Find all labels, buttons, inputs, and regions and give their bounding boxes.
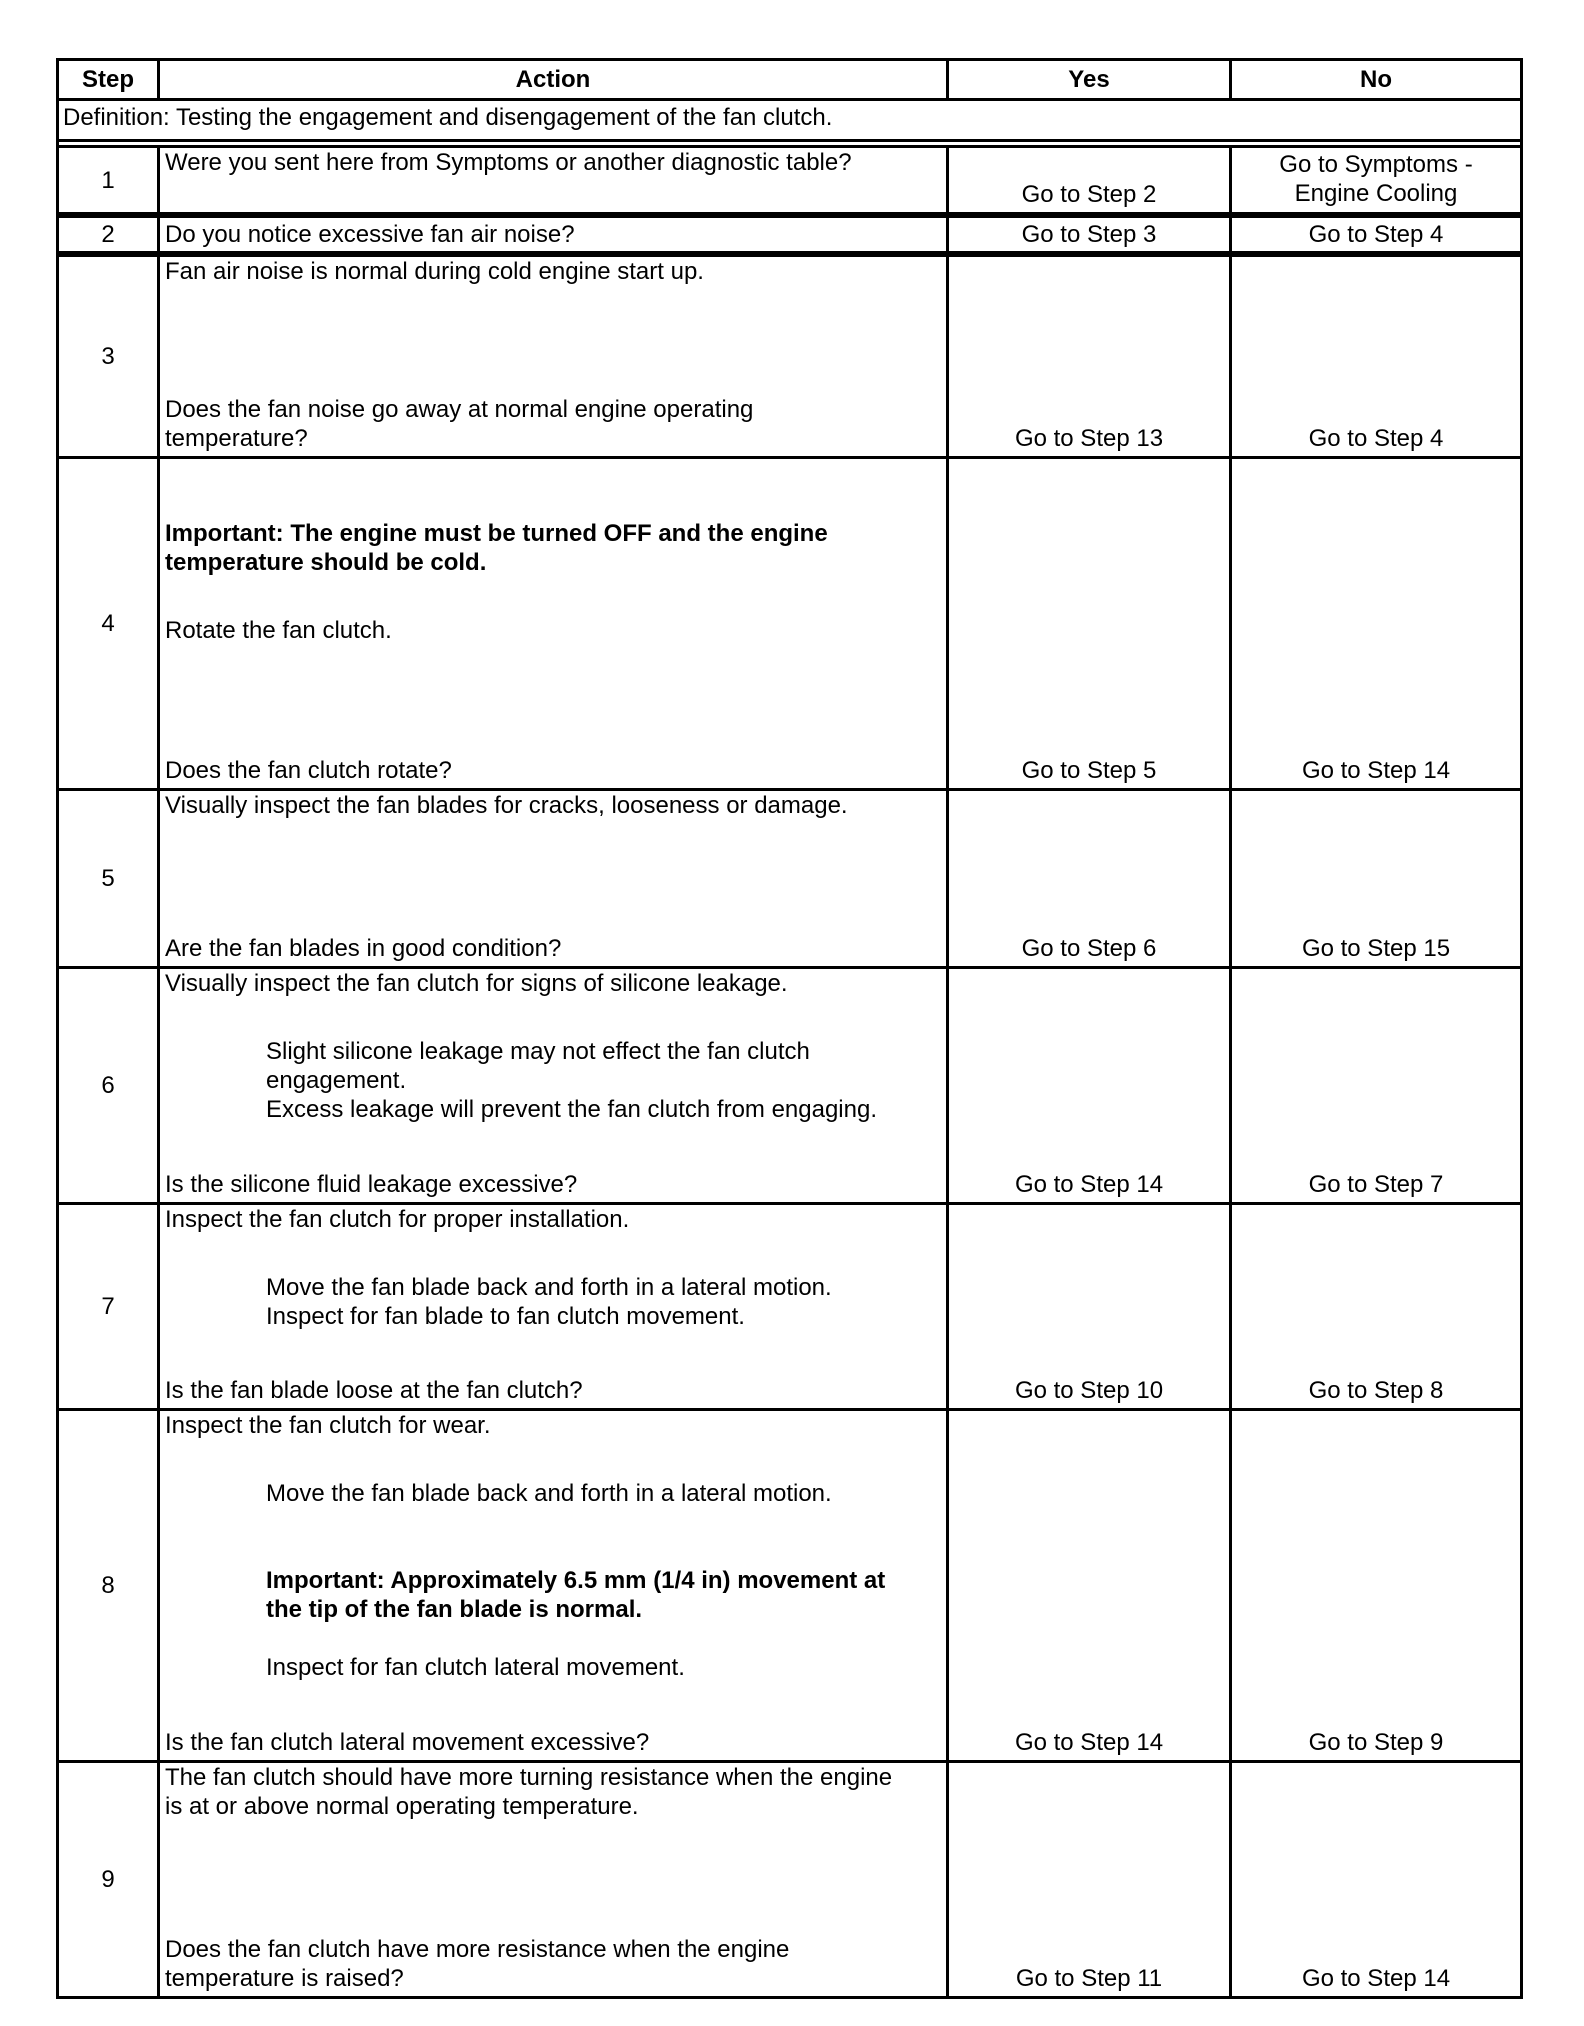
action-text: Are the fan blades in good condition?: [165, 935, 562, 962]
header-step: Step: [58, 60, 159, 100]
step-number: 8: [58, 1410, 159, 1762]
action-text: Does the fan clutch rotate?: [165, 757, 452, 784]
no-cell: Go to Step 14: [1231, 1762, 1522, 1998]
yes-cell: Go to Step 3: [948, 217, 1231, 253]
action-text: Is the silicone fluid leakage excessive?: [165, 1171, 578, 1198]
step-number: 4: [58, 458, 159, 790]
no-cell: Go to Step 8: [1231, 1204, 1522, 1410]
yes-cell: Go to Step 13: [948, 256, 1231, 458]
important-note: Important: The engine must be turned OFF and the engine: [165, 520, 828, 547]
no-cell: Go to Step 4: [1231, 217, 1522, 253]
action-text: Were you sent here from Symptoms or another diagnostic table?: [165, 149, 852, 176]
action-text: Does the fan noise go away at normal engine operating: [165, 396, 754, 423]
action-cell: [159, 790, 948, 968]
action-text: Inspect the fan clutch for proper installation.: [165, 1206, 630, 1233]
action-text: temperature is raised?: [165, 1965, 404, 1992]
action-text: engagement.: [266, 1067, 407, 1094]
header-action: Action: [159, 60, 948, 100]
table-row: [58, 217, 1522, 253]
yes-cell: Go to Step 11: [948, 1762, 1231, 1998]
action-cell: [159, 217, 948, 253]
important-note: the tip of the fan blade is normal.: [266, 1596, 643, 1623]
yes-cell: Go to Step 6: [948, 790, 1231, 968]
yes-cell: Go to Step 2: [948, 147, 1231, 214]
diagnostic-table: [56, 58, 1523, 1999]
table-row: [58, 1204, 1522, 1410]
action-text: Rotate the fan clutch.: [165, 617, 392, 644]
definition-text: Definition: Testing the engagement and disengagement of the fan clutch.: [58, 100, 1522, 141]
action-text: Move the fan blade back and forth in a lateral motion.: [266, 1480, 832, 1507]
no-cell: Go to Step 15: [1231, 790, 1522, 968]
action-cell: [159, 256, 948, 458]
action-text: The fan clutch should have more turning resistance when the engine: [165, 1764, 893, 1791]
table-row: [58, 147, 1522, 214]
important-note: Important: Approximately 6.5 mm (1/4 in) movement at: [266, 1567, 886, 1594]
action-cell: [159, 1410, 948, 1762]
action-text: Visually inspect the fan blades for cracks, looseness or damage.: [165, 792, 848, 819]
header-yes: Yes: [948, 60, 1231, 100]
header-row: [58, 60, 1522, 100]
action-text: Slight silicone leakage may not effect the fan clutch: [266, 1038, 810, 1065]
step-number: 7: [58, 1204, 159, 1410]
action-text: temperature?: [165, 425, 308, 452]
action-cell: [159, 147, 948, 214]
no-cell: Go to Step 14: [1231, 458, 1522, 790]
action-cell: [159, 968, 948, 1204]
step-number: 2: [58, 217, 159, 253]
header-no: No: [1231, 60, 1522, 100]
diagnostic-table-page: [56, 58, 1520, 1999]
table-row: [58, 458, 1522, 790]
action-text: Visually inspect the fan clutch for signs of silicone leakage.: [165, 970, 788, 997]
table-row: [58, 1410, 1522, 1762]
yes-cell: Go to Step 10: [948, 1204, 1231, 1410]
action-text: Fan air noise is normal during cold engine start up.: [165, 258, 704, 285]
action-text: is at or above normal operating temperature.: [165, 1793, 639, 1820]
action-text: Is the fan clutch lateral movement excessive?: [165, 1729, 650, 1756]
yes-cell: Go to Step 14: [948, 1410, 1231, 1762]
no-text: Engine Cooling: [1294, 180, 1458, 207]
action-text: Do you notice excessive fan air noise?: [165, 221, 575, 248]
no-cell: Go to Step 9: [1231, 1410, 1522, 1762]
important-note: temperature should be cold.: [165, 549, 487, 576]
step-number: 9: [58, 1762, 159, 1998]
action-cell: [159, 1762, 948, 1998]
no-text: Go to Symptoms -: [1279, 151, 1473, 178]
action-text: Inspect the fan clutch for wear.: [165, 1412, 491, 1439]
table-row: [58, 968, 1522, 1204]
step-number: 1: [58, 147, 159, 214]
yes-cell: Go to Step 5: [948, 458, 1231, 790]
action-text: Is the fan blade loose at the fan clutch?: [165, 1377, 583, 1404]
action-text: Inspect for fan blade to fan clutch movement.: [266, 1303, 745, 1330]
action-cell: [159, 458, 948, 790]
action-text: Does the fan clutch have more resistance when the engine: [165, 1936, 790, 1963]
action-text: Excess leakage will prevent the fan clutch from engaging.: [266, 1096, 878, 1123]
no-cell: Go to Step 4: [1231, 256, 1522, 458]
table-row: [58, 256, 1522, 458]
step-number: 3: [58, 256, 159, 458]
table-row: [58, 1762, 1522, 1998]
action-text: Inspect for fan clutch lateral movement.: [266, 1654, 685, 1681]
definition-row: [58, 100, 1522, 141]
step-number: 5: [58, 790, 159, 968]
no-cell: [1231, 147, 1522, 214]
table-row: [58, 790, 1522, 968]
action-text: Move the fan blade back and forth in a lateral motion.: [266, 1274, 832, 1301]
no-cell: Go to Step 7: [1231, 968, 1522, 1204]
step-number: 6: [58, 968, 159, 1204]
yes-cell: Go to Step 14: [948, 968, 1231, 1204]
action-cell: [159, 1204, 948, 1410]
